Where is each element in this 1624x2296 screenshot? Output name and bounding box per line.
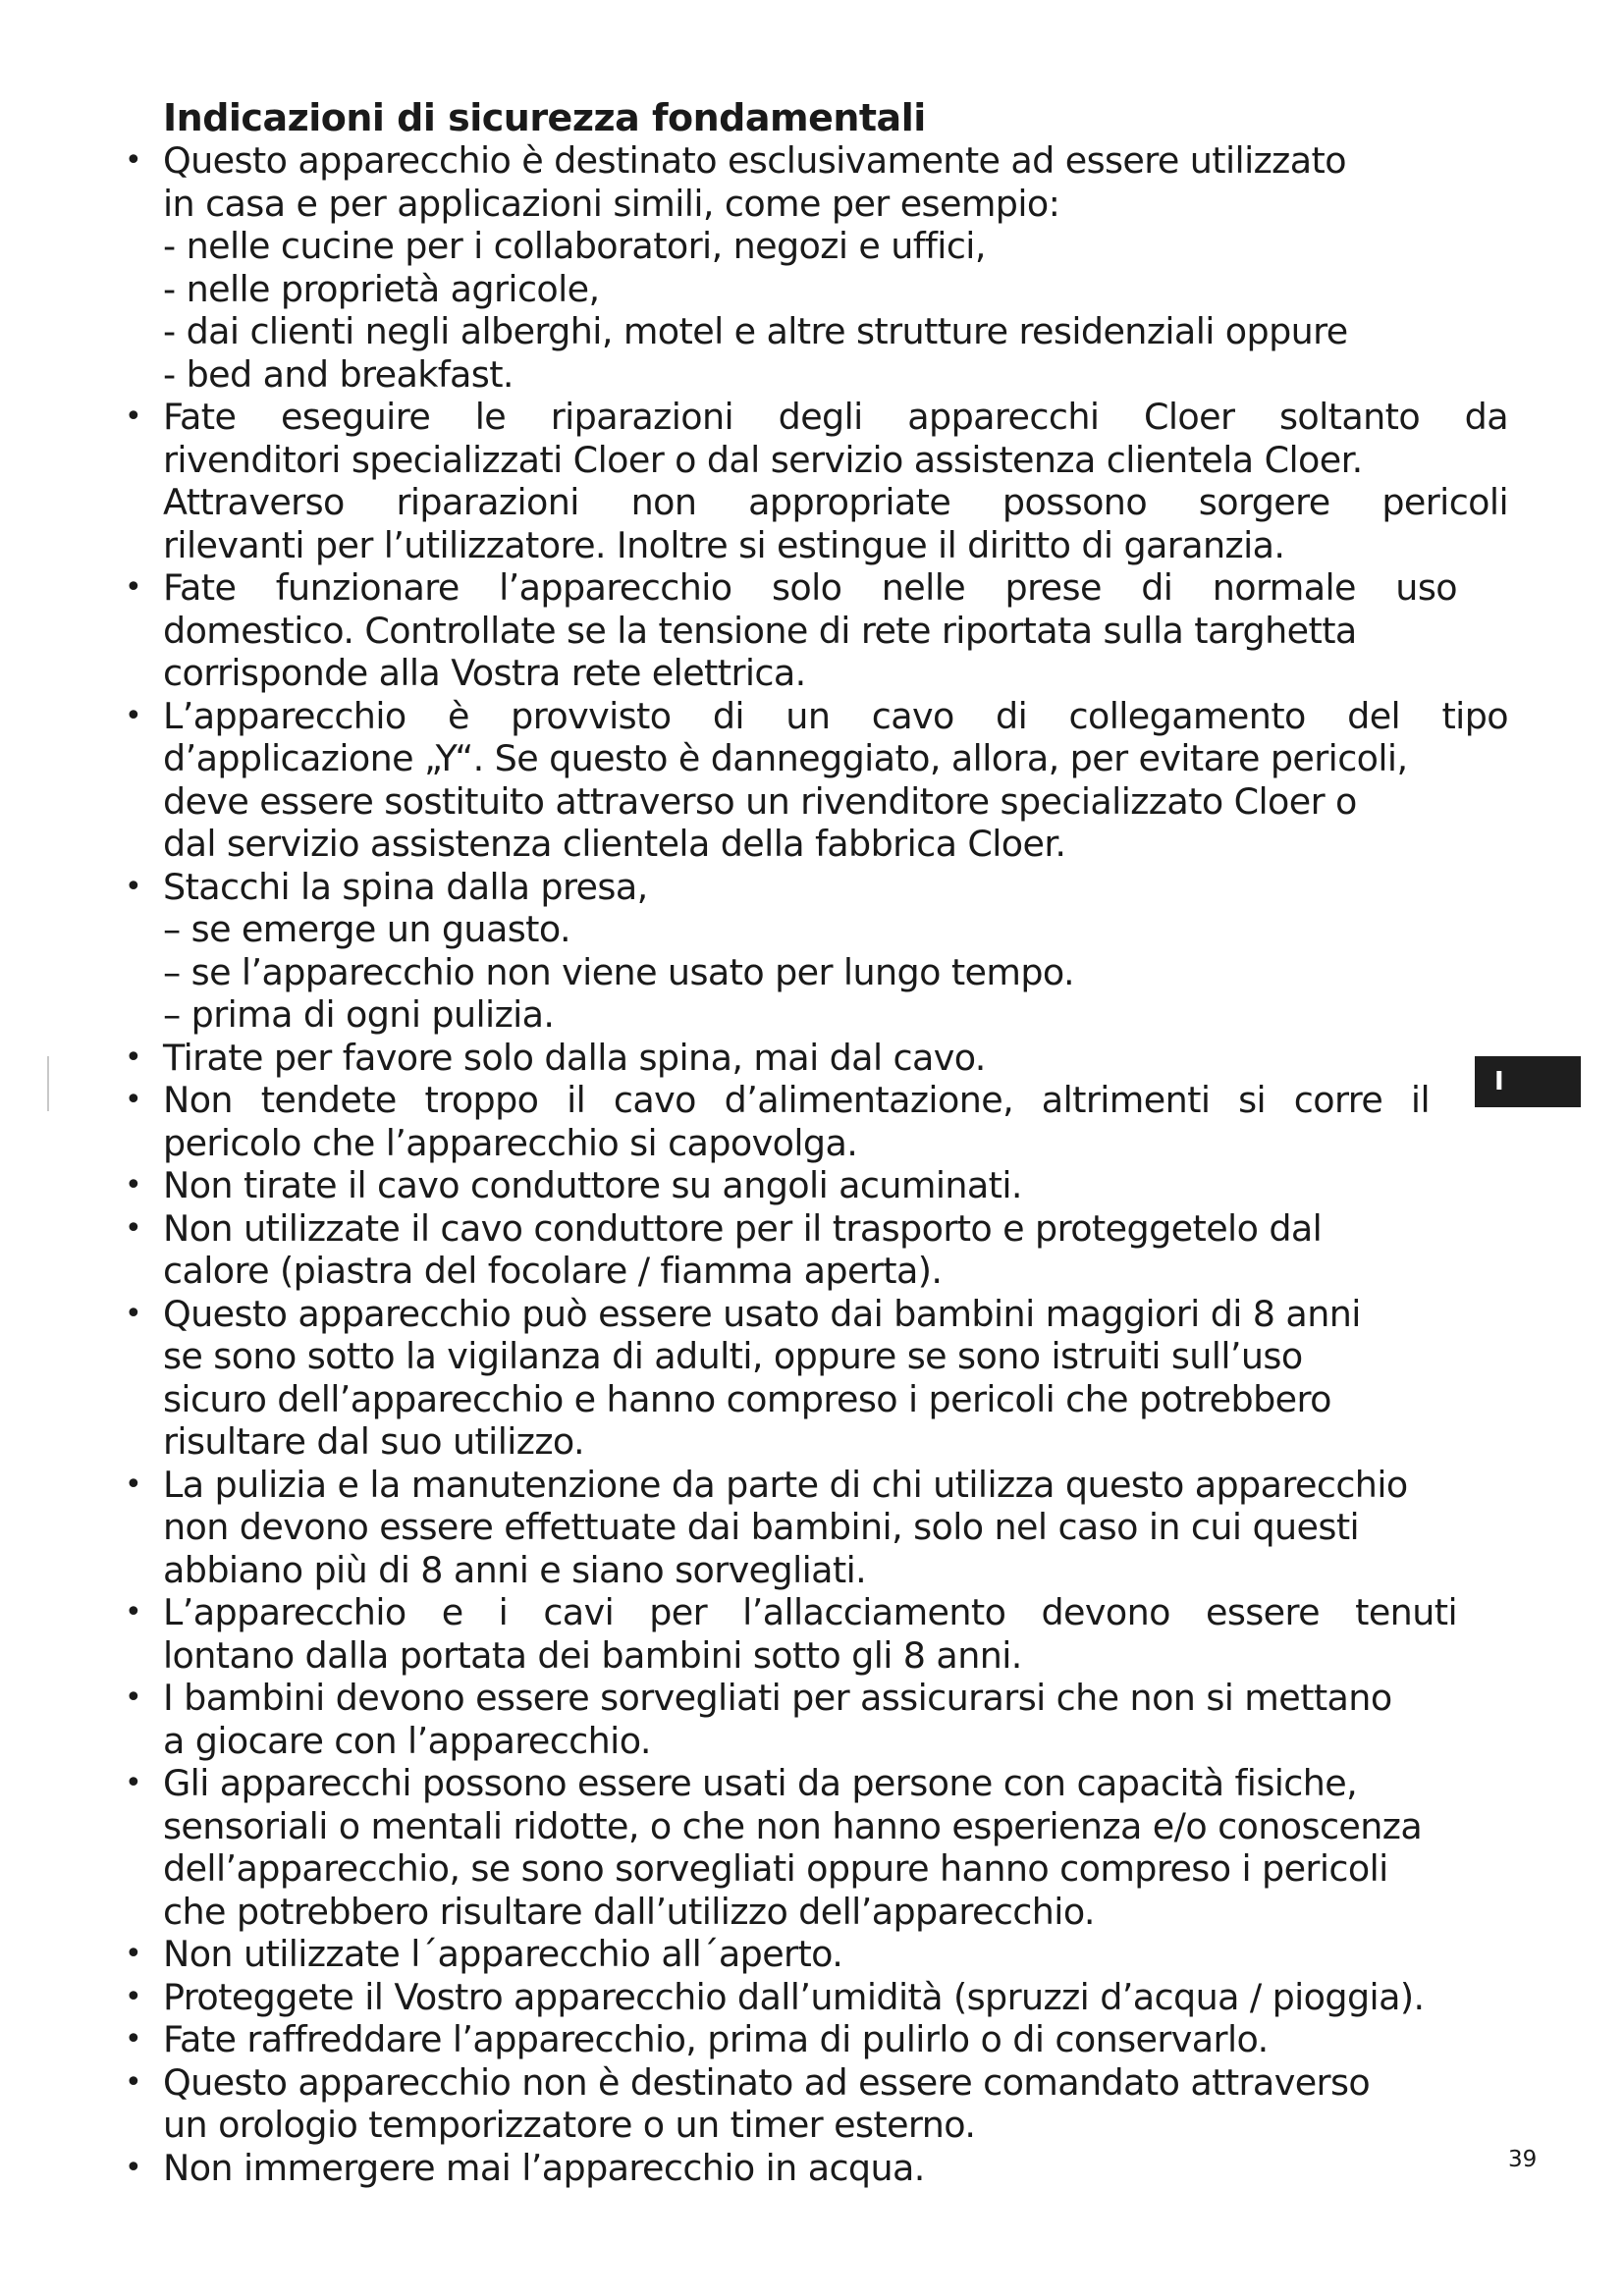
list-item <box>122 1591 1536 1677</box>
list-item-line: Questo apparecchio non è destinato ad essere comandato attraverso <box>163 2060 1371 2104</box>
list-item-line: che potrebbero risultare dall’utilizzo dell’apparecchio. <box>163 1890 1095 1933</box>
list-item-line: Non tendete troppo il cavo d’alimentazione, altrimenti si corre il <box>163 1079 1430 1121</box>
list-item-line: Gli apparecchi possono essere usati da persone con capacità fisiche, <box>163 1762 1358 1804</box>
bullet-icon: • <box>125 2022 142 2056</box>
bullet-icon: • <box>125 1083 142 1117</box>
list-item-line: rilevanti per l’utilizzatore. Inoltre si estingue il diritto di garanzia. <box>163 523 1285 566</box>
safety-instructions-list <box>122 139 1536 2189</box>
bullet-icon: • <box>125 1979 142 2014</box>
list-item <box>122 1933 1536 1976</box>
list-item <box>122 1677 1536 1762</box>
bullet-icon: • <box>125 143 142 178</box>
list-item-line: d’applicazione „Y“. Se questo è danneggiato, allora, per evitare pericoli, <box>163 737 1408 779</box>
list-item-line: Fate eseguire le riparazioni degli apparecchi Cloer soltanto da <box>163 396 1508 438</box>
list-item-line: Non tirate il cavo conduttore su angoli acuminati. <box>163 1164 1022 1206</box>
bullet-icon: • <box>125 1040 142 1075</box>
list-item <box>122 695 1536 866</box>
list-item-line: Fate funzionare l’apparecchio solo nelle prese di normale uso <box>163 566 1457 609</box>
list-item-line: L’apparecchio è provvisto di un cavo di collegamento del tipo <box>163 694 1508 737</box>
list-item <box>122 566 1536 695</box>
list-item-line: in casa e per applicazioni simili, come per esempio: <box>163 182 1060 225</box>
bullet-icon: • <box>125 400 142 434</box>
list-item-line: I bambini devono essere sorvegliati per assicurarsi che non si mettano <box>163 1677 1392 1719</box>
list-item <box>122 396 1536 566</box>
list-item-line: - dai clienti negli alberghi, motel e altre strutture residenziali oppure <box>163 310 1348 352</box>
list-item-line: non devono essere effettuate dai bambini, solo nel caso in cui questi <box>163 1506 1360 1548</box>
list-item-line: domestico. Controllate se la tensione di rete riportata sulla targhetta <box>163 609 1357 652</box>
bullet-icon: • <box>125 1296 142 1331</box>
margin-marker-line <box>47 1056 49 1111</box>
list-item-line: a giocare con l’apparecchio. <box>163 1719 651 1762</box>
list-item-line: risultare dal suo utilizzo. <box>163 1420 585 1463</box>
list-item-line: - nelle cucine per i collaboratori, negozi e uffici, <box>163 225 986 267</box>
bullet-icon: • <box>125 1595 142 1629</box>
safety-instructions-section <box>122 96 1536 2189</box>
list-item-line: rivenditori specializzati Cloer o dal servizio assistenza clientela Cloer. <box>163 438 1363 481</box>
bullet-icon: • <box>125 1937 142 1971</box>
section-heading: Indicazioni di sicurezza fondamentali <box>163 96 926 139</box>
list-item-line: sensoriali o mentali ridotte, o che non hanno esperienza e/o conoscenza <box>163 1804 1423 1847</box>
list-item-line: dal servizio assistenza clientela della fabbrica Cloer. <box>163 823 1066 865</box>
list-item-line: - nelle proprietà agricole, <box>163 267 600 310</box>
list-item-line: calore (piastra del focolare / fiamma aperta). <box>163 1250 943 1292</box>
list-item <box>122 1976 1536 2019</box>
list-item <box>122 1464 1536 1592</box>
list-item <box>122 1037 1536 1080</box>
list-item-line: Non immergere mai l’apparecchio in acqua. <box>163 2146 925 2189</box>
list-item-line: – prima di ogni pulizia. <box>163 993 555 1036</box>
list-item-line: deve essere sostituito attraverso un rivenditore specializzato Cloer o <box>163 779 1357 823</box>
bullet-icon: • <box>125 869 142 904</box>
list-item <box>122 1762 1536 1933</box>
list-item-line: Attraverso riparazioni non appropriate possono sorgere pericoli <box>163 481 1508 523</box>
list-item-line: sicuro dell’apparecchio e hanno compreso i pericoli che potrebbero <box>163 1377 1331 1420</box>
list-item-line: Fate raffreddare l’apparecchio, prima di pulirlo o di conservarlo. <box>163 2018 1269 2060</box>
list-item-line: Questo apparecchio può essere usato dai bambini maggiori di 8 anni <box>163 1292 1361 1335</box>
list-item-line: lontano dalla portata dei bambini sotto gli 8 anni. <box>163 1633 1022 1677</box>
bullet-icon: • <box>125 1467 142 1502</box>
list-item-line: – se emerge un guasto. <box>163 908 570 950</box>
list-item-line: – se l’apparecchio non viene usato per lungo tempo. <box>163 950 1075 993</box>
list-item <box>122 1293 1536 1464</box>
list-item <box>122 866 1536 1037</box>
list-item <box>122 1164 1536 1207</box>
list-item <box>122 2061 1536 2147</box>
list-item-line: Proteggete il Vostro apparecchio dall’umidità (spruzzi d’acqua / pioggia). <box>163 1975 1425 2018</box>
list-item <box>122 2018 1536 2061</box>
list-item-line: se sono sotto la vigilanza di adulti, oppure se sono istruiti sull’uso <box>163 1335 1303 1377</box>
list-item-line: Stacchi la spina dalla presa, <box>163 865 648 908</box>
list-item-line: L’apparecchio e i cavi per l’allacciamento devono essere tenuti <box>163 1591 1457 1633</box>
list-item-line: - bed and breakfast. <box>163 352 514 396</box>
list-item-line: corrisponde alla Vostra rete elettrica. <box>163 652 806 694</box>
bullet-icon: • <box>125 698 142 733</box>
language-tab: I <box>1475 1056 1581 1107</box>
list-item-line: La pulizia e la manutenzione da parte di chi utilizza questo apparecchio <box>163 1463 1408 1506</box>
bullet-icon: • <box>125 1168 142 1202</box>
list-item <box>122 139 1536 396</box>
list-item <box>122 2147 1536 2190</box>
bullet-icon: • <box>125 1681 142 1715</box>
bullet-icon: • <box>125 570 142 605</box>
list-item-line: un orologio temporizzatore o un timer esterno. <box>163 2104 976 2146</box>
list-item <box>122 1207 1536 1293</box>
list-item-line: Questo apparecchio è destinato esclusivamente ad essere utilizzato <box>163 139 1346 182</box>
list-item <box>122 1079 1536 1164</box>
bullet-icon: • <box>125 1210 142 1246</box>
bullet-icon: • <box>125 2064 142 2100</box>
list-item-line: Non utilizzate l´apparecchio all´aperto. <box>163 1933 843 1975</box>
list-item-line: dell’apparecchio, se sono sorvegliati oppure hanno compreso i pericoli <box>163 1847 1388 1890</box>
page-number: 39 <box>1508 2147 1538 2172</box>
list-item-line: abbiano più di 8 anni e siano sorvegliati. <box>163 1548 867 1591</box>
list-item-line: pericolo che l’apparecchio si capovolga. <box>163 1121 858 1164</box>
list-item-line: Non utilizzate il cavo conduttore per il trasporto e proteggetelo dal <box>163 1206 1323 1250</box>
bullet-icon: • <box>125 2150 142 2185</box>
bullet-icon: • <box>125 1766 142 1800</box>
list-item-line: Tirate per favore solo dalla spina, mai dal cavo. <box>163 1036 986 1079</box>
